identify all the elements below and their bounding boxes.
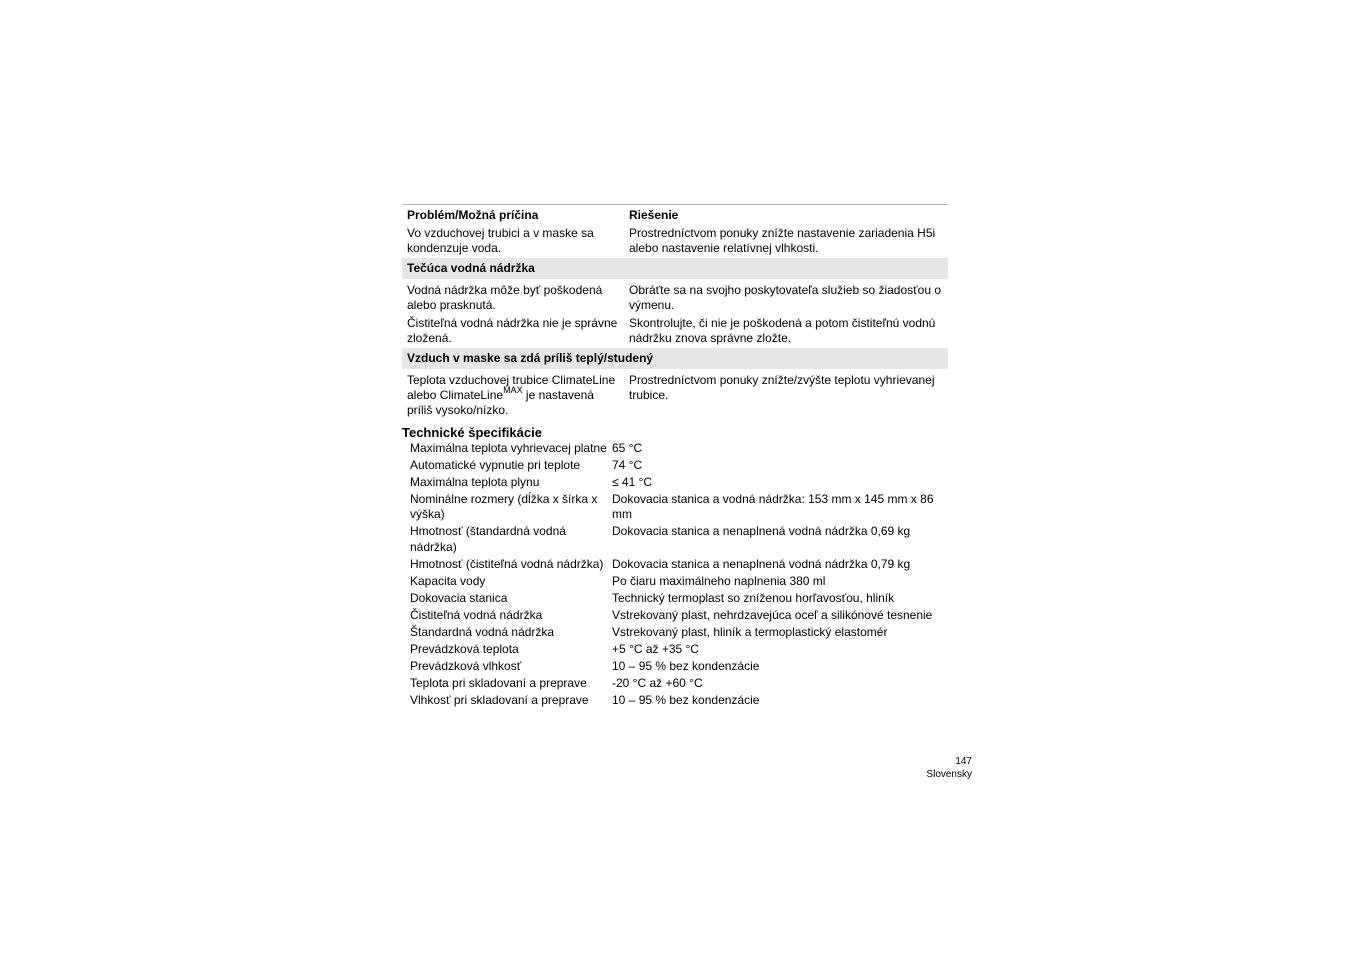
spec-row: [402, 574, 948, 589]
spec-row: [402, 642, 948, 657]
table-row: [402, 371, 948, 419]
spec-row: [402, 475, 948, 490]
spec-value: +5 °C až +35 °C: [612, 641, 699, 656]
spec-row: [402, 441, 948, 456]
spec-key: Teplota pri skladovaní a preprave: [410, 675, 587, 690]
solution-cell: Obráťte sa na svojho poskytovateľa služieb so žiadosťou o výmenu.: [629, 283, 942, 312]
spec-row: [402, 591, 948, 606]
spec-row: [402, 524, 948, 555]
spec-value: Technický termoplast so zníženou horľavosťou, hliník: [612, 590, 895, 605]
spec-value: Dokovacia stanica a nenaplnená vodná nádržka 0,79 kg: [612, 556, 911, 571]
page-content: [402, 204, 948, 710]
spec-row: [402, 557, 948, 572]
language-label: Slovensky: [926, 769, 972, 780]
solution-cell: Prostredníctvom ponuky znížte nastavenie zariadenia H5i alebo nastavenie relatívnej vlhkosti.: [629, 226, 936, 255]
page-number: 147: [955, 756, 972, 767]
spec-row: [402, 625, 948, 640]
spec-value: Dokovacia stanica a nenaplnená vodná nádržka 0,69 kg: [612, 524, 911, 539]
spec-row: [402, 492, 948, 523]
spec-row: [402, 608, 948, 623]
spec-value: 10 – 95 % bez kondenzácie: [612, 692, 760, 707]
cause-text: Teplota vzduchovej trubice ClimateLine alebo ClimateLine: [407, 373, 616, 402]
spec-key: Kapacita vody: [410, 573, 486, 588]
spec-key: Hmotnosť (čistiteľná vodná nádržka): [410, 556, 604, 571]
spec-key: Prevádzková teplota: [410, 641, 519, 656]
spec-row: [402, 693, 948, 708]
spec-value: Vstrekovaný plast, hliník a termoplastický elastomér: [612, 624, 888, 639]
table-row: [402, 281, 948, 314]
spec-key: Automatické vypnutie pri teplote: [410, 458, 581, 472]
spec-key: Maximálna teplota vyhrievacej platne: [410, 441, 607, 455]
spec-key: Dokovacia stanica: [410, 590, 508, 605]
cause-cell: [402, 371, 624, 419]
spec-key: Vlhkosť pri skladovaní a preprave: [410, 692, 589, 707]
troubleshooting-table: [402, 204, 948, 419]
spec-value: ≤ 41 °C: [612, 475, 653, 489]
spec-value: -20 °C až +60 °C: [612, 675, 703, 690]
specs-list: [402, 441, 948, 708]
specs-heading: Technické špecifikácie: [402, 425, 542, 440]
spec-key: Maximálna teplota plynu: [410, 475, 540, 489]
section-heading: Tečúca vodná nádržka: [402, 258, 948, 279]
spec-value: 65 °C: [612, 441, 643, 455]
section-heading: Vzduch v maske sa zdá príliš teplý/studený: [402, 348, 948, 369]
spec-row: [402, 458, 948, 473]
spec-row: [402, 676, 948, 691]
spec-key: Čistiteľná vodná nádržka: [410, 607, 543, 622]
spec-value: 10 – 95 % bez kondenzácie: [612, 658, 760, 673]
cause-text-end: je nastavená príliš vysoko/nízko.: [407, 388, 594, 417]
spec-value: Vstrekovaný plast, nehrdzavejúca oceľ a silikónové tesnenie: [612, 607, 933, 622]
solution-cell: Skontrolujte, či nie je poškodená a potom čistiteľnú vodnú nádržku znova správne zložte.: [629, 316, 936, 345]
header-solution: Riešenie: [629, 208, 679, 222]
spec-key: Štandardná vodná nádržka: [410, 624, 555, 639]
max-superscript: MAX: [503, 385, 523, 395]
page-footer: [880, 755, 972, 781]
spec-value: Po čiaru maximálneho naplnenia 380 ml: [612, 573, 826, 588]
table-row: [402, 314, 948, 347]
table-row: [402, 224, 948, 257]
spec-key: Prevádzková vlhkosť: [410, 658, 522, 673]
spec-key: Hmotnosť (štandardná vodná nádržka): [410, 524, 566, 554]
cause-cell: Vodná nádržka môže byť poškodená alebo prasknutá.: [407, 283, 603, 312]
cause-cell: Čistiteľná vodná nádržka nie je správne zložená.: [407, 316, 618, 345]
table-header: [402, 205, 948, 224]
header-problem: Problém/Možná príčina: [407, 208, 539, 222]
spec-value: Dokovacia stanica a vodná nádržka: 153 mm x 145 mm x 86 mm: [612, 492, 934, 522]
spec-key: Nominálne rozmery (dĺžka x šírka x výška): [410, 492, 598, 522]
spec-value: 74 °C: [612, 458, 643, 472]
spec-row: [402, 659, 948, 674]
solution-cell: Prostredníctvom ponuky znížte/zvýšte teplotu vyhrievanej trubice.: [629, 373, 935, 402]
cause-cell: Vo vzduchovej trubici a v maske sa kondenzuje voda.: [407, 226, 594, 255]
